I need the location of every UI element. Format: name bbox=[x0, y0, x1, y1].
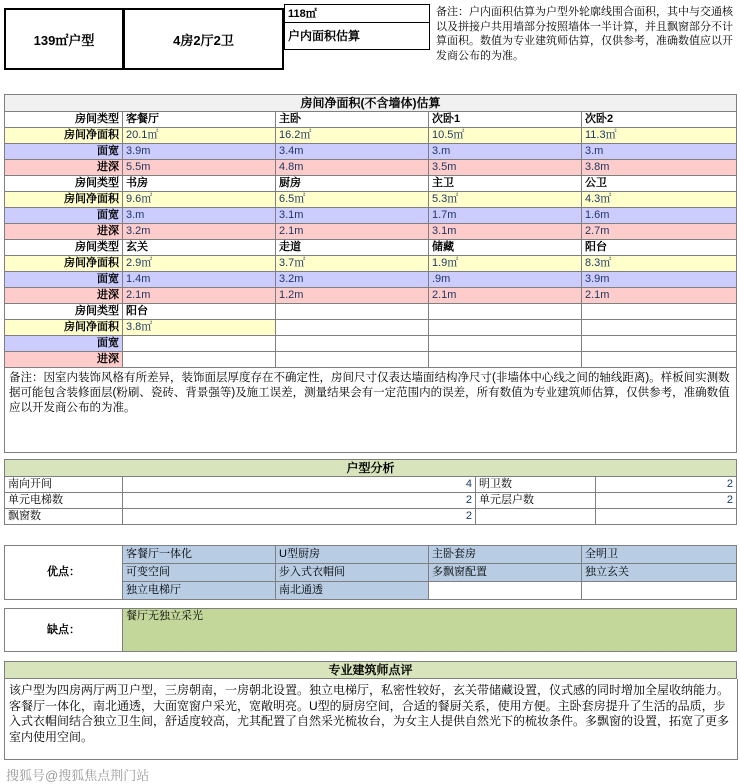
review-text: 该户型为四房两厅两卫户型，三房朝南，一房朝北设置。独立电梯厅，私密性较好，玄关带储藏设置，仪式感的同时增加全屋收纳能力。客餐厅一体化，南北通透，大面宽窗户采光，宽敞明亮。U型的厨房空间，合适的餐厨关系，使用方便。主卧套房提升了生活的品质，步入式衣帽间结合独立卫生间，舒适度较高，尤其配置了自然采光梳妆台，为女主人提供自然光下的梳妆条件。多飘窗的设置，拓宽了更多室内使用空间。 bbox=[4, 679, 738, 760]
table-row bbox=[5, 352, 737, 368]
pros-item bbox=[582, 582, 737, 600]
table-row bbox=[5, 304, 737, 320]
room-type-cell: 主卫 bbox=[429, 176, 582, 192]
table-row bbox=[5, 224, 737, 240]
analysis-title: 户型分析 bbox=[5, 460, 737, 477]
unit-type-cell bbox=[4, 8, 124, 70]
room-table-title-row bbox=[5, 95, 737, 112]
row-label-width: 面宽 bbox=[5, 208, 123, 224]
analysis-row bbox=[5, 477, 737, 493]
header-note: 备注：户内面积估算为户型外轮廓线围合面积，其中与交通核以及拼接户共用墙部分按照墙体一半计算，并且飘窗部分不计算面积。数值为专业建筑师估算，仅供参考，准确数值应以开发商公布的为准。 bbox=[436, 6, 733, 62]
row-label-depth: 进深 bbox=[5, 160, 123, 176]
row-label-area: 房间净面积 bbox=[5, 192, 123, 208]
indoor-area-label: 户内面积估算 bbox=[284, 23, 430, 50]
watermark: 搜狐号@搜狐焦点荆门站 bbox=[6, 768, 150, 783]
analysis-value bbox=[596, 509, 737, 525]
analysis-value: 2 bbox=[123, 509, 476, 525]
area-cell: 3.7㎡ bbox=[276, 256, 429, 272]
width-cell: 3.9m bbox=[582, 272, 737, 288]
measurement-note: 备注：因室内装饰风格有所差异，装饰面层厚度存在不确定性，房间尺寸仅表达墙面结构净尺寸(非墙体中心线之间的轴线距离)。样板间实测数据可能包含装修面层(粉刷、瓷砖、背景强等)及施工误差，测量结果会有一定范围内的误差，所有数值为专业建筑师估算，仅供参考，准确数值应以开发商公布的为准。 bbox=[5, 368, 737, 453]
room-type-cell: 次卧2 bbox=[582, 112, 737, 128]
table-row bbox=[5, 176, 737, 192]
top-header bbox=[4, 4, 736, 90]
room-type-cell: 阳台 bbox=[582, 240, 737, 256]
room-type-cell bbox=[429, 304, 582, 320]
area-cell: 3.8㎡ bbox=[123, 320, 276, 336]
width-cell: 3.2m bbox=[276, 272, 429, 288]
review-title: 专业建筑师点评 bbox=[5, 662, 737, 679]
pros-item: 独立电梯厅 bbox=[123, 582, 276, 600]
row-label-width: 面宽 bbox=[5, 272, 123, 288]
depth-cell: 3.1m bbox=[429, 224, 582, 240]
row-label-width: 面宽 bbox=[5, 336, 123, 352]
row-label-type: 房间类型 bbox=[5, 240, 123, 256]
review-title-row bbox=[5, 662, 737, 679]
cons-item: 餐厅无独立采光 bbox=[123, 609, 737, 652]
width-cell: 1.4m bbox=[123, 272, 276, 288]
width-cell bbox=[123, 336, 276, 352]
analysis-value: 2 bbox=[596, 477, 737, 493]
width-cell: 1.7m bbox=[429, 208, 582, 224]
width-cell: .9m bbox=[429, 272, 582, 288]
pros-item: 南北通透 bbox=[276, 582, 429, 600]
depth-cell: 3.2m bbox=[123, 224, 276, 240]
analysis-label: 单元电梯数 bbox=[5, 493, 123, 509]
table-row bbox=[5, 272, 737, 288]
depth-cell: 2.1m bbox=[276, 224, 429, 240]
analysis-title-row bbox=[5, 460, 737, 477]
pros-item bbox=[429, 582, 582, 600]
cons-label: 缺点： bbox=[5, 609, 123, 652]
row-label-area: 房间净面积 bbox=[5, 320, 123, 336]
room-type-cell: 书房 bbox=[123, 176, 276, 192]
room-type-cell bbox=[276, 304, 429, 320]
room-type-cell: 次卧1 bbox=[429, 112, 582, 128]
table-row bbox=[5, 240, 737, 256]
room-type-cell bbox=[582, 304, 737, 320]
table-row bbox=[5, 256, 737, 272]
row-label-type: 房间类型 bbox=[5, 304, 123, 320]
area-cell: 20.1㎡ bbox=[123, 128, 276, 144]
row-label-depth: 进深 bbox=[5, 224, 123, 240]
depth-cell bbox=[276, 352, 429, 368]
cons-row bbox=[5, 609, 737, 652]
layout-label: 4房2厅2卫 bbox=[173, 32, 234, 48]
row-label-type: 房间类型 bbox=[5, 112, 123, 128]
area-cell bbox=[276, 320, 429, 336]
area-cell: 16.2㎡ bbox=[276, 128, 429, 144]
pros-item: 独立玄关 bbox=[582, 564, 737, 582]
table-row bbox=[5, 208, 737, 224]
depth-cell: 2.1m bbox=[582, 288, 737, 304]
analysis-label bbox=[476, 509, 596, 525]
table-row bbox=[5, 368, 737, 453]
depth-cell: 4.8m bbox=[276, 160, 429, 176]
pros-item: 多飘窗配置 bbox=[429, 564, 582, 582]
pros-item: 主卧套房 bbox=[429, 546, 582, 564]
depth-cell: 2.7m bbox=[582, 224, 737, 240]
indoor-area-column bbox=[284, 4, 430, 50]
area-cell: 2.9㎡ bbox=[123, 256, 276, 272]
depth-cell: 2.1m bbox=[429, 288, 582, 304]
row-label-depth: 进深 bbox=[5, 352, 123, 368]
room-area-table bbox=[4, 94, 737, 453]
area-cell: 4.3㎡ bbox=[582, 192, 737, 208]
unit-analysis-table bbox=[4, 459, 737, 525]
area-cell: 6.5㎡ bbox=[276, 192, 429, 208]
table-row bbox=[5, 160, 737, 176]
width-cell: 1.6m bbox=[582, 208, 737, 224]
depth-cell bbox=[582, 352, 737, 368]
analysis-value: 4 bbox=[123, 477, 476, 493]
table-row bbox=[5, 144, 737, 160]
room-type-cell: 公卫 bbox=[582, 176, 737, 192]
row-label-width: 面宽 bbox=[5, 144, 123, 160]
width-cell: 3.1m bbox=[276, 208, 429, 224]
room-type-cell: 客餐厅 bbox=[123, 112, 276, 128]
room-type-cell: 厨房 bbox=[276, 176, 429, 192]
table-row bbox=[5, 112, 737, 128]
analysis-row bbox=[5, 493, 737, 509]
table-row bbox=[5, 288, 737, 304]
width-cell: 3.m bbox=[123, 208, 276, 224]
depth-cell: 3.8m bbox=[582, 160, 737, 176]
depth-cell: 5.5m bbox=[123, 160, 276, 176]
analysis-label: 南向开间 bbox=[5, 477, 123, 493]
area-cell: 8.3㎡ bbox=[582, 256, 737, 272]
table-row bbox=[5, 336, 737, 352]
room-type-cell: 玄关 bbox=[123, 240, 276, 256]
depth-cell bbox=[123, 352, 276, 368]
width-cell bbox=[582, 336, 737, 352]
room-table-title: 房间净面积(不含墙体)估算 bbox=[5, 95, 737, 112]
pros-item: U型厨房 bbox=[276, 546, 429, 564]
pros-item: 全明卫 bbox=[582, 546, 737, 564]
row-label-depth: 进深 bbox=[5, 288, 123, 304]
row-label-type: 房间类型 bbox=[5, 176, 123, 192]
table-row bbox=[5, 320, 737, 336]
room-type-cell: 储藏 bbox=[429, 240, 582, 256]
area-cell bbox=[429, 320, 582, 336]
indoor-area-value: 118㎡ bbox=[284, 4, 430, 23]
analysis-value: 2 bbox=[123, 493, 476, 509]
row-label-area: 房间净面积 bbox=[5, 256, 123, 272]
analysis-label: 明卫数 bbox=[476, 477, 596, 493]
pros-table bbox=[4, 545, 737, 600]
analysis-row bbox=[5, 509, 737, 525]
width-cell: 3.m bbox=[582, 144, 737, 160]
area-cell: 10.5㎡ bbox=[429, 128, 582, 144]
room-type-cell: 阳台 bbox=[123, 304, 276, 320]
analysis-label: 单元层户数 bbox=[476, 493, 596, 509]
pros-item: 客餐厅一体化 bbox=[123, 546, 276, 564]
width-cell bbox=[276, 336, 429, 352]
room-type-cell: 主卧 bbox=[276, 112, 429, 128]
unit-type-label: 139㎡户型 bbox=[33, 32, 95, 48]
area-cell: 5.3㎡ bbox=[429, 192, 582, 208]
depth-cell: 2.1m bbox=[123, 288, 276, 304]
pros-row bbox=[5, 546, 737, 564]
table-row bbox=[5, 128, 737, 144]
area-cell: 11.3㎡ bbox=[582, 128, 737, 144]
analysis-label: 飘窗数 bbox=[5, 509, 123, 525]
layout-cell bbox=[124, 8, 284, 70]
width-cell: 3.4m bbox=[276, 144, 429, 160]
pros-item: 步入式衣帽间 bbox=[276, 564, 429, 582]
area-cell bbox=[582, 320, 737, 336]
analysis-value: 2 bbox=[596, 493, 737, 509]
review-header-table bbox=[4, 661, 737, 679]
room-type-cell: 走道 bbox=[276, 240, 429, 256]
table-row bbox=[5, 192, 737, 208]
pros-item: 可变空间 bbox=[123, 564, 276, 582]
depth-cell bbox=[429, 352, 582, 368]
row-label-area: 房间净面积 bbox=[5, 128, 123, 144]
width-cell: 3.m bbox=[429, 144, 582, 160]
width-cell: 3.9m bbox=[123, 144, 276, 160]
width-cell bbox=[429, 336, 582, 352]
pros-label: 优点： bbox=[5, 546, 123, 600]
depth-cell: 3.5m bbox=[429, 160, 582, 176]
cons-table bbox=[4, 608, 737, 652]
area-cell: 1.9㎡ bbox=[429, 256, 582, 272]
depth-cell: 1.2m bbox=[276, 288, 429, 304]
area-cell: 9.6㎡ bbox=[123, 192, 276, 208]
